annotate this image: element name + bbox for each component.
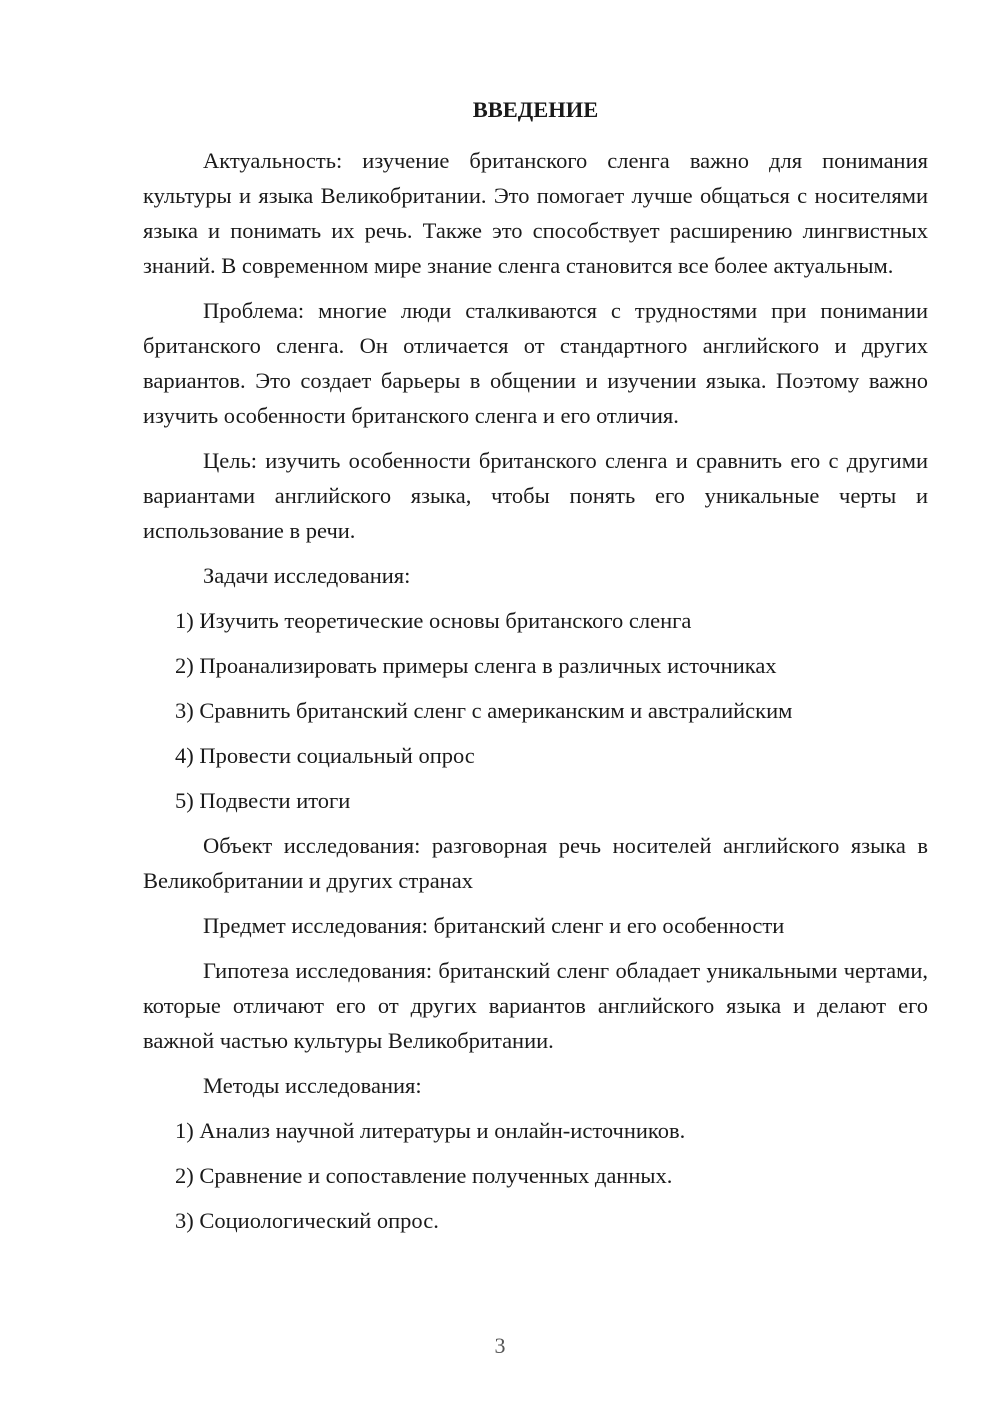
list-item: 1) Изучить теоретические основы британского сленга: [175, 608, 692, 633]
relevance-paragraph: Актуальность: изучение британского сленга важно для понимания культуры и языка Великобритании. Это помогает лучше общаться с носителями языка и понимать их речь. Также это способствует расширению лингвистных знаний. В современном мире знание сленга становится все более актуальным.: [143, 148, 928, 278]
object-paragraph: Объект исследования: разговорная речь носителей английского языка в Великобритании и других странах: [143, 833, 928, 893]
methods-heading: Методы исследования:: [203, 1073, 422, 1098]
hypothesis-paragraph: Гипотеза исследования: британский сленг обладает уникальными чертами, которые отличают его от других вариантов английского языка и делают его важной частью культуры Великобритании.: [143, 958, 928, 1053]
list-item: 4) Провести социальный опрос: [175, 743, 475, 768]
tasks-list: [143, 603, 928, 818]
goal-paragraph: Цель: изучить особенности британского сленга и сравнить его с другими вариантами английского языка, чтобы понять его уникальные черты и использование в речи.: [143, 448, 928, 543]
methods-list: [143, 1113, 928, 1238]
tasks-heading: Задачи исследования:: [203, 563, 411, 588]
page-number: 3: [494, 1333, 506, 1358]
problem-paragraph: Проблема: многие люди сталкиваются с трудностями при понимании британского сленга. Он отличается от стандартного английского и других вариантов. Это создает барьеры в общении и изучении языка. Поэтому важно изучить особенности британского сленга и его отличия.: [143, 298, 928, 428]
subject-paragraph: Предмет исследования: британский сленг и его особенности: [203, 913, 785, 938]
list-item: 5) Подвести итоги: [175, 788, 351, 813]
list-item: 3) Сравнить британский сленг с американским и австралийским: [175, 698, 793, 723]
list-item: 3) Социологический опрос.: [175, 1208, 439, 1233]
document-page: [143, 92, 928, 1248]
page-title: ВВЕДЕНИЕ: [472, 97, 599, 122]
list-item: 2) Сравнение и сопоставление полученных данных.: [175, 1163, 673, 1188]
list-item: 1) Анализ научной литературы и онлайн-источников.: [175, 1118, 686, 1143]
list-item: 2) Проанализировать примеры сленга в различных источниках: [175, 653, 777, 678]
